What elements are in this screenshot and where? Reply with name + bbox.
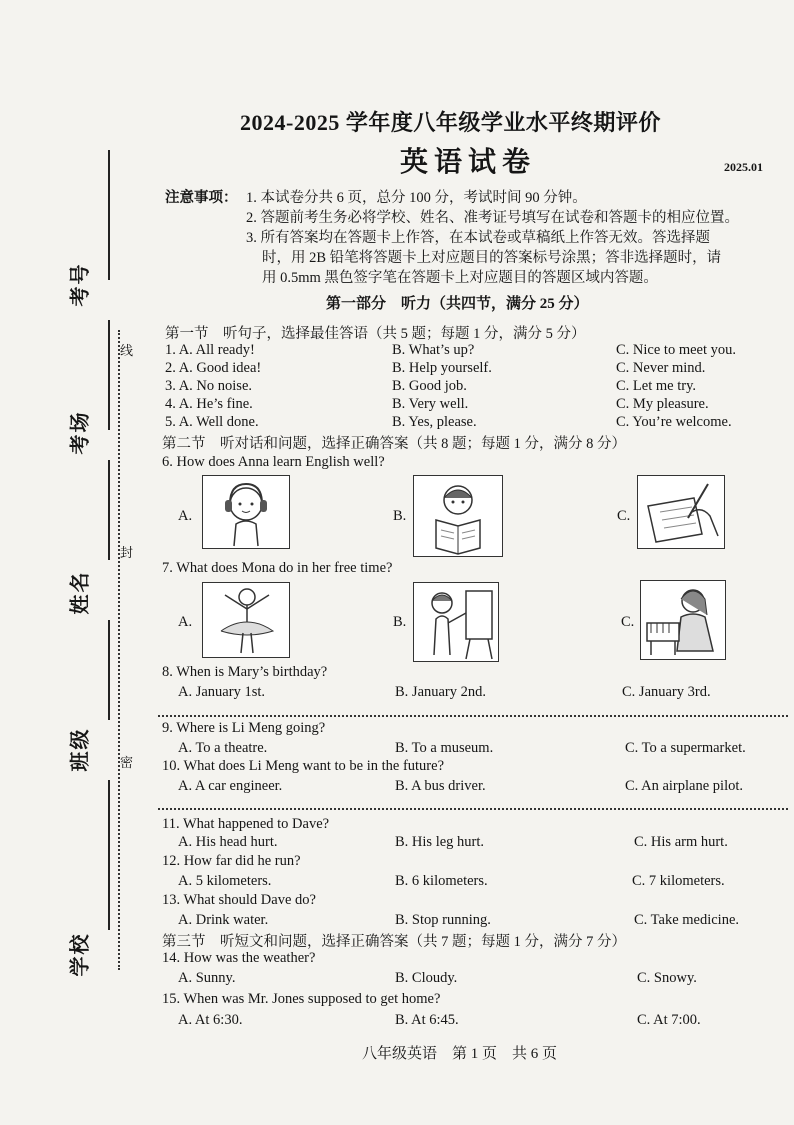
seal-mark-secret: 密 — [120, 755, 134, 770]
q8-text: 8. When is Mary’s birthday? — [162, 664, 328, 680]
q8-option-b: B. January 2nd. — [395, 684, 487, 700]
q12-option-b: B. 6 kilometers. — [395, 873, 488, 889]
q2-option-a: 2. A. Good idea! — [165, 360, 262, 376]
q11-text: 11. What happened to Dave? — [162, 816, 330, 832]
girl-headphones-image — [202, 475, 290, 549]
q10-option-b: B. A bus driver. — [395, 778, 486, 794]
q7-option-b: B. — [393, 614, 407, 630]
q8-option-c: C. January 3rd. — [622, 684, 711, 700]
school-line — [108, 780, 110, 930]
q13-option-a: A. Drink water. — [178, 912, 269, 928]
exam-title: 2024-2025 学年度八年级学业水平终期评价 — [240, 110, 661, 135]
q6-option-c: C. — [617, 508, 631, 524]
name-label: 姓名 — [69, 570, 92, 615]
q6-text: 6. How does Anna learn English well? — [162, 454, 385, 470]
q5-option-a: 5. A. Well done. — [165, 414, 259, 430]
exam-room-line — [108, 320, 110, 430]
q9-option-b: B. To a museum. — [395, 740, 494, 756]
subject-title: 英语试卷 — [400, 147, 537, 178]
section1-heading: 第一节 听句子，选择最佳答语（共 5 题；每题 1 分，满分 5 分） — [165, 326, 586, 342]
q1-option-c: C. Nice to meet you. — [616, 342, 737, 358]
school-label: 学校 — [69, 932, 92, 977]
q9-option-c: C. To a supermarket. — [625, 740, 746, 756]
q11-option-c: C. His arm hurt. — [634, 834, 728, 850]
q2-option-b: B. Help yourself. — [392, 360, 492, 376]
q5-option-c: C. You’re welcome. — [616, 414, 732, 430]
girl-piano-image — [640, 580, 726, 660]
exam-no-line — [108, 150, 110, 280]
q14-option-b: B. Cloudy. — [395, 970, 458, 986]
girl-painting-image — [413, 582, 499, 662]
q14-text: 14. How was the weather? — [162, 950, 316, 966]
q13-option-b: B. Stop running. — [395, 912, 491, 928]
q10-option-a: A. A car engineer. — [178, 778, 283, 794]
q1-option-b: B. What’s up? — [392, 342, 475, 358]
notes-heading: 注意事项： — [165, 190, 238, 206]
seal-mark-seal: 封 — [120, 545, 134, 560]
q2-option-c: C. Never mind. — [616, 360, 706, 376]
girl-dancing-image — [202, 582, 290, 658]
q14-option-c: C. Snowy. — [637, 970, 697, 986]
q12-text: 12. How far did he run? — [162, 853, 301, 869]
q1-option-a: 1. A. All ready! — [165, 342, 255, 358]
girl-reading-image — [413, 475, 503, 557]
q10-option-c: C. An airplane pilot. — [625, 778, 743, 794]
q9-text: 9. Where is Li Meng going? — [162, 720, 326, 736]
name-line — [108, 460, 110, 560]
q12-option-a: A. 5 kilometers. — [178, 873, 272, 889]
q15-option-c: C. At 7:00. — [637, 1012, 701, 1028]
section2-heading: 第二节 听对话和问题，选择正确答案（共 8 题；每题 1 分，满分 8 分） — [162, 436, 626, 452]
q10-text: 10. What does Li Meng want to be in the future? — [162, 758, 445, 774]
q3-option-b: B. Good job. — [392, 378, 467, 394]
q5-option-b: B. Yes, please. — [392, 414, 477, 430]
q13-option-c: C. Take medicine. — [634, 912, 740, 928]
notes-line-5: 用 0.5mm 黑色签字笔在答题卡上对应题目的答题区域内答题。 — [262, 270, 658, 286]
q11-option-b: B. His leg hurt. — [395, 834, 485, 850]
q15-option-b: B. At 6:45. — [395, 1012, 459, 1028]
q7-text: 7. What does Mona do in her free time? — [162, 560, 393, 576]
q3-option-a: 3. A. No noise. — [165, 378, 252, 394]
q15-option-a: A. At 6:30. — [178, 1012, 243, 1028]
q9-option-a: A. To a theatre. — [178, 740, 268, 756]
q12-option-c: C. 7 kilometers. — [632, 873, 725, 889]
divider-2 — [158, 808, 788, 810]
seal-dotted-line — [118, 330, 120, 970]
q3-option-c: C. Let me try. — [616, 378, 696, 394]
q7-option-c: C. — [621, 614, 635, 630]
hand-writing-image — [637, 475, 725, 549]
divider-1 — [158, 715, 788, 717]
q6-option-b: B. — [393, 508, 407, 524]
q7-option-a: A. — [178, 614, 193, 630]
q4-option-a: 4. A. He’s fine. — [165, 396, 253, 412]
q4-option-b: B. Very well. — [392, 396, 469, 412]
page-footer: 八年级英语 第 1 页 共 6 页 — [362, 1046, 558, 1062]
q4-option-c: C. My pleasure. — [616, 396, 709, 412]
q6-option-a: A. — [178, 508, 193, 524]
notes-line-3: 3. 所有答案均在答题卡上作答，在本试卷或草稿纸上作答无效。答选择题 — [246, 230, 710, 246]
exam-no-label: 考号 — [69, 262, 92, 307]
binding-strip — [30, 150, 134, 990]
section3-heading: 第三节 听短文和问题，选择正确答案（共 7 题；每题 1 分，满分 7 分） — [162, 934, 626, 950]
notes-line-4: 时，用 2B 铅笔将答题卡上对应题目的答案标号涂黑；答非选择题时，请 — [262, 250, 722, 266]
notes-line-1: 1. 本试卷分共 6 页，总分 100 分，考试时间 90 分钟。 — [246, 190, 587, 206]
exam-room-label: 考场 — [69, 410, 92, 455]
exam-date: 2025.01 — [724, 160, 763, 174]
class-label: 班级 — [69, 727, 92, 772]
class-line — [108, 620, 110, 720]
q15-text: 15. When was Mr. Jones supposed to get home? — [162, 991, 441, 1007]
notes-line-2: 2. 答题前考生务必将学校、姓名、准考证号填写在试卷和答题卡的相应位置。 — [246, 210, 739, 226]
q11-option-a: A. His head hurt. — [178, 834, 278, 850]
part1-heading: 第一部分 听力（共四节，满分 25 分） — [326, 296, 589, 312]
q8-option-a: A. January 1st. — [178, 684, 265, 700]
seal-mark-line: 线 — [120, 343, 134, 358]
q13-text: 13. What should Dave do? — [162, 892, 316, 908]
q14-option-a: A. Sunny. — [178, 970, 236, 986]
